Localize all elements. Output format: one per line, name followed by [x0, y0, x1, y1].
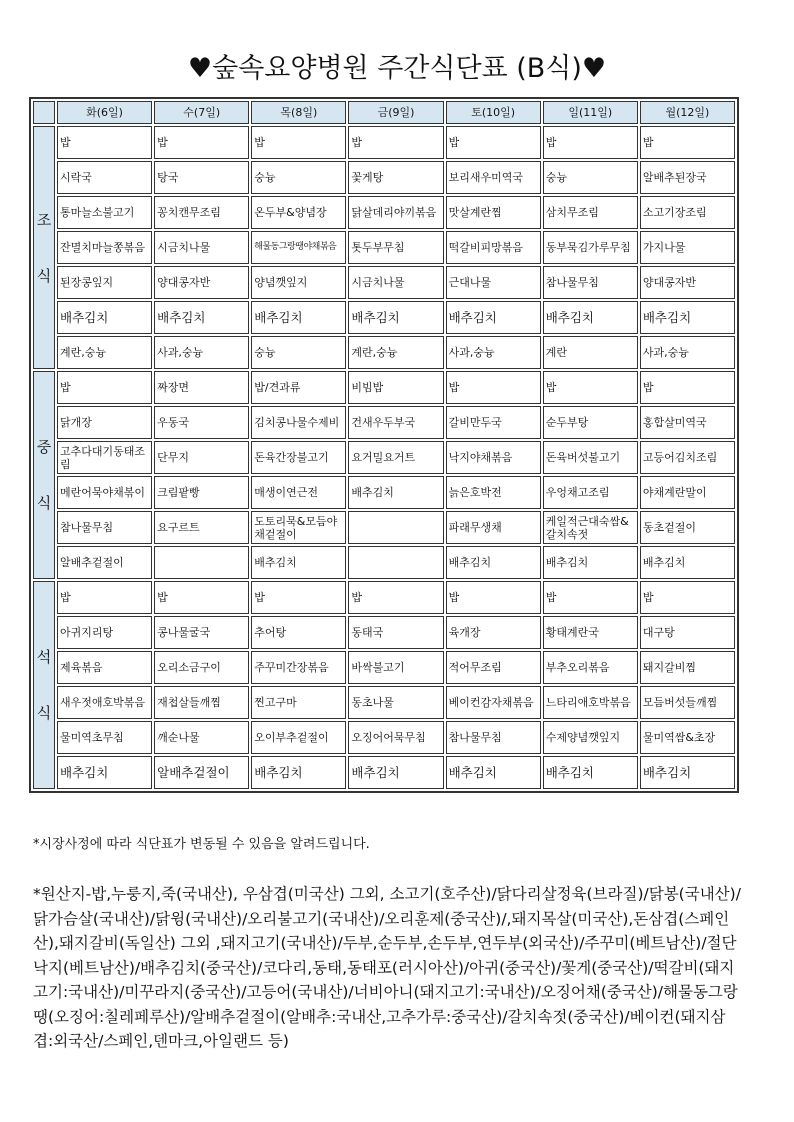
menu-cell: 동초나물 — [348, 686, 443, 719]
menu-cell: 밥 — [348, 126, 443, 159]
corner-cell — [33, 101, 55, 124]
menu-cell: 배추김치 — [446, 546, 541, 579]
menu-cell: 비빔밥 — [348, 371, 443, 404]
menu-cell: 닭개장 — [57, 406, 152, 439]
menu-table — [29, 97, 739, 793]
meal-label: 조 식 — [33, 126, 55, 369]
menu-cell: 콩나물굴국 — [154, 616, 249, 649]
menu-row — [33, 581, 735, 614]
menu-cell: 양대콩자반 — [154, 266, 249, 299]
day-header: 화(6일) — [57, 101, 152, 124]
menu-cell: 주꾸미간장볶음 — [251, 651, 346, 684]
menu-cell: 순두부탕 — [543, 406, 638, 439]
menu-row — [33, 686, 735, 719]
menu-cell: 새우젓애호박볶음 — [57, 686, 152, 719]
menu-cell: 배추김치 — [251, 756, 346, 789]
menu-cell: 꽃게탕 — [348, 161, 443, 194]
menu-cell — [348, 511, 443, 544]
menu-cell: 떡갈비피망볶음 — [446, 231, 541, 264]
day-header: 목(8일) — [251, 101, 346, 124]
menu-cell: 잔멸치마늘쫑볶음 — [57, 231, 152, 264]
menu-cell: 메란어묵야채볶이 — [57, 476, 152, 509]
menu-cell: 참나물무침 — [57, 511, 152, 544]
menu-cell: 야채계란말이 — [640, 476, 735, 509]
menu-cell: 동초겉절이 — [640, 511, 735, 544]
menu-cell: 참나물무침 — [446, 721, 541, 754]
menu-cell: 참나물무침 — [543, 266, 638, 299]
menu-row — [33, 511, 735, 544]
menu-cell: 된장콩잎지 — [57, 266, 152, 299]
menu-cell: 파래무생채 — [446, 511, 541, 544]
menu-cell: 아귀지리탕 — [57, 616, 152, 649]
menu-row — [33, 231, 735, 264]
menu-cell: 단무지 — [154, 441, 249, 474]
menu-cell: 동부묵김가루무침 — [543, 231, 638, 264]
menu-cell: 양대콩자반 — [640, 266, 735, 299]
menu-cell: 숭늉 — [543, 161, 638, 194]
menu-cell: 배추김치 — [543, 301, 638, 334]
menu-cell: 배추김치 — [57, 756, 152, 789]
menu-row — [33, 476, 735, 509]
menu-cell: 양념깻잎지 — [251, 266, 346, 299]
menu-cell: 계란,숭늉 — [348, 336, 443, 369]
menu-cell: 돼지갈비찜 — [640, 651, 735, 684]
menu-cell: 우엉채고조림 — [543, 476, 638, 509]
menu-cell: 밥 — [154, 581, 249, 614]
origin-text: *원산지-밥,누룽지,죽(국내산), 우삼겹(미국산) 그외, 소고기(호주산)/닭다리살정육(브라질)/닭봉(국내산)/닭가슴살(국내산)/닭윙(국내산)/오리불고기(국내산)/오리훈제(중국산)/,돼지목살(미국산),돈삼겹(스페인산),돼지갈비(독일산) 그외 ,돼지고기(국내산)/두부,순두부,손두부,연두부(외국산)/주꾸미(베트남산)/절단낙지(베트남산)/배추김치(중국산)/코다리,동태,동태포(러시아산)/아귀(중국산)/꽃게(중국산)/떡갈비(돼지고기:국내산)/미꾸라지(중국산)/고등어(국내산)/너비아니(돼지고기:국내산)/오징어채(중국산)/해물동그랑땡(오징어:칠레페루산)/알배추겉절이(알배추:국내산,고추가루:중국산)/갈치속젓(중국산)/베이컨(돼지삼겹:외국산/스페인,덴마크,아일랜드 등) — [33, 885, 741, 1050]
menu-cell: 배추김치 — [543, 756, 638, 789]
menu-cell: 육개장 — [446, 616, 541, 649]
menu-cell: 배추김치 — [348, 476, 443, 509]
menu-row — [33, 336, 735, 369]
menu-cell: 오징어어묵무침 — [348, 721, 443, 754]
day-header-row — [33, 101, 735, 124]
menu-cell: 밥 — [543, 371, 638, 404]
menu-cell: 해물동그랑땡야채볶음 — [251, 231, 346, 264]
menu-cell: 고추다대기동태조림 — [57, 441, 152, 474]
menu-cell: 밥/견과류 — [251, 371, 346, 404]
menu-cell: 가지나물 — [640, 231, 735, 264]
menu-cell: 배추김치 — [154, 301, 249, 334]
menu-cell: 짜장면 — [154, 371, 249, 404]
menu-cell: 밥 — [446, 581, 541, 614]
menu-row — [33, 126, 735, 159]
menu-cell: 돈육간장불고기 — [251, 441, 346, 474]
menu-cell: 시금치나물 — [348, 266, 443, 299]
menu-cell: 꽁치캔무조림 — [154, 196, 249, 229]
page-title: ♥숲속요양병원 주간식단표 (B식)♥ — [187, 53, 607, 84]
menu-row — [33, 196, 735, 229]
menu-cell: 소고기장조림 — [640, 196, 735, 229]
menu-cell: 돈육버섯불고기 — [543, 441, 638, 474]
menu-cell: 베이컨감자채볶음 — [446, 686, 541, 719]
menu-cell: 물미역쌈&초장 — [640, 721, 735, 754]
menu-cell: 배추김치 — [348, 756, 443, 789]
menu-cell: 황태계란국 — [543, 616, 638, 649]
menu-cell: 모듬버섯들깨찜 — [640, 686, 735, 719]
menu-cell: 온두부&양념장 — [251, 196, 346, 229]
menu-cell: 밥 — [251, 581, 346, 614]
menu-cell: 배추김치 — [640, 301, 735, 334]
menu-row — [33, 651, 735, 684]
menu-cell: 밥 — [446, 371, 541, 404]
menu-row — [33, 756, 735, 789]
menu-cell — [348, 546, 443, 579]
day-header: 월(12일) — [640, 101, 735, 124]
menu-cell: 건새우두부국 — [348, 406, 443, 439]
menu-cell: 밥 — [543, 581, 638, 614]
menu-cell: 알배추된장국 — [640, 161, 735, 194]
menu-cell: 밥 — [446, 126, 541, 159]
menu-row — [33, 266, 735, 299]
menu-cell: 홍합살미역국 — [640, 406, 735, 439]
menu-cell: 요거밀요거트 — [348, 441, 443, 474]
meal-label: 석 식 — [33, 581, 55, 789]
menu-cell: 오리소금구이 — [154, 651, 249, 684]
menu-cell: 숭늉 — [251, 336, 346, 369]
menu-cell: 시금치나물 — [154, 231, 249, 264]
menu-cell — [154, 546, 249, 579]
menu-cell: 낙지야채볶음 — [446, 441, 541, 474]
menu-cell: 시락국 — [57, 161, 152, 194]
menu-cell: 김치콩나물수제비 — [251, 406, 346, 439]
menu-cell: 보리새우미역국 — [446, 161, 541, 194]
menu-cell: 사과,숭늉 — [154, 336, 249, 369]
menu-cell: 크림팥빵 — [154, 476, 249, 509]
menu-cell: 알배추겉절이 — [154, 756, 249, 789]
menu-cell: 배추김치 — [251, 546, 346, 579]
menu-cell: 밥 — [154, 126, 249, 159]
menu-cell: 밥 — [57, 581, 152, 614]
menu-cell: 사과,숭늉 — [446, 336, 541, 369]
menu-cell: 밥 — [543, 126, 638, 159]
menu-row — [33, 616, 735, 649]
menu-cell: 부추오리볶음 — [543, 651, 638, 684]
menu-cell: 근대나물 — [446, 266, 541, 299]
menu-cell: 수제양념깻잎지 — [543, 721, 638, 754]
menu-cell: 대구탕 — [640, 616, 735, 649]
menu-cell: 알배추겉절이 — [57, 546, 152, 579]
menu-cell: 도토리묵&모듬야채겉절이 — [251, 511, 346, 544]
menu-cell: 숭늉 — [251, 161, 346, 194]
menu-row — [33, 161, 735, 194]
menu-row — [33, 371, 735, 404]
day-header: 일(11일) — [543, 101, 638, 124]
menu-row — [33, 721, 735, 754]
menu-cell: 배추김치 — [446, 756, 541, 789]
menu-cell: 배추김치 — [57, 301, 152, 334]
menu-cell: 밥 — [640, 371, 735, 404]
menu-cell: 케일적근대숙쌈&갈치속젓 — [543, 511, 638, 544]
menu-cell: 계란 — [543, 336, 638, 369]
notice-text: *시장사정에 따라 식단표가 변동될 수 있음을 알려드립니다. — [33, 837, 370, 852]
menu-cell: 밥 — [640, 126, 735, 159]
menu-cell: 느타리애호박볶음 — [543, 686, 638, 719]
menu-cell: 배추김치 — [446, 301, 541, 334]
menu-cell: 고등어김치조림 — [640, 441, 735, 474]
meal-label: 중 식 — [33, 371, 55, 579]
menu-cell: 배추김치 — [543, 546, 638, 579]
menu-cell: 적어무조림 — [446, 651, 541, 684]
menu-cell: 닭살데리야끼볶음 — [348, 196, 443, 229]
menu-cell: 갈비만두국 — [446, 406, 541, 439]
menu-cell: 톳두부무침 — [348, 231, 443, 264]
menu-cell: 밥 — [57, 126, 152, 159]
menu-cell: 제육볶음 — [57, 651, 152, 684]
menu-cell: 배추김치 — [251, 301, 346, 334]
menu-cell: 배추김치 — [640, 546, 735, 579]
day-header: 수(7일) — [154, 101, 249, 124]
menu-cell: 밥 — [57, 371, 152, 404]
menu-cell: 추어탕 — [251, 616, 346, 649]
menu-cell: 삼치무조림 — [543, 196, 638, 229]
menu-cell: 사과,숭늉 — [640, 336, 735, 369]
menu-cell: 밥 — [640, 581, 735, 614]
menu-cell: 동태국 — [348, 616, 443, 649]
menu-cell: 찐고구마 — [251, 686, 346, 719]
day-header: 토(10일) — [446, 101, 541, 124]
menu-row — [33, 406, 735, 439]
menu-cell: 밥 — [251, 126, 346, 159]
menu-cell: 바싹불고기 — [348, 651, 443, 684]
menu-cell: 요구르트 — [154, 511, 249, 544]
menu-row — [33, 546, 735, 579]
menu-cell: 배추김치 — [640, 756, 735, 789]
menu-cell: 배추김치 — [348, 301, 443, 334]
menu-cell: 물미역초무침 — [57, 721, 152, 754]
menu-cell: 우동국 — [154, 406, 249, 439]
menu-cell: 맛살계란찜 — [446, 196, 541, 229]
menu-cell: 통마늘소불고기 — [57, 196, 152, 229]
menu-cell: 오이부추겉절이 — [251, 721, 346, 754]
menu-cell: 밥 — [348, 581, 443, 614]
menu-cell: 계란,숭늉 — [57, 336, 152, 369]
day-header: 금(9일) — [348, 101, 443, 124]
menu-row — [33, 301, 735, 334]
menu-cell: 매생이연근전 — [251, 476, 346, 509]
menu-cell: 재첩살들깨찜 — [154, 686, 249, 719]
menu-cell: 깨순나물 — [154, 721, 249, 754]
menu-cell: 늙은호박전 — [446, 476, 541, 509]
menu-row — [33, 441, 735, 474]
menu-cell: 탕국 — [154, 161, 249, 194]
